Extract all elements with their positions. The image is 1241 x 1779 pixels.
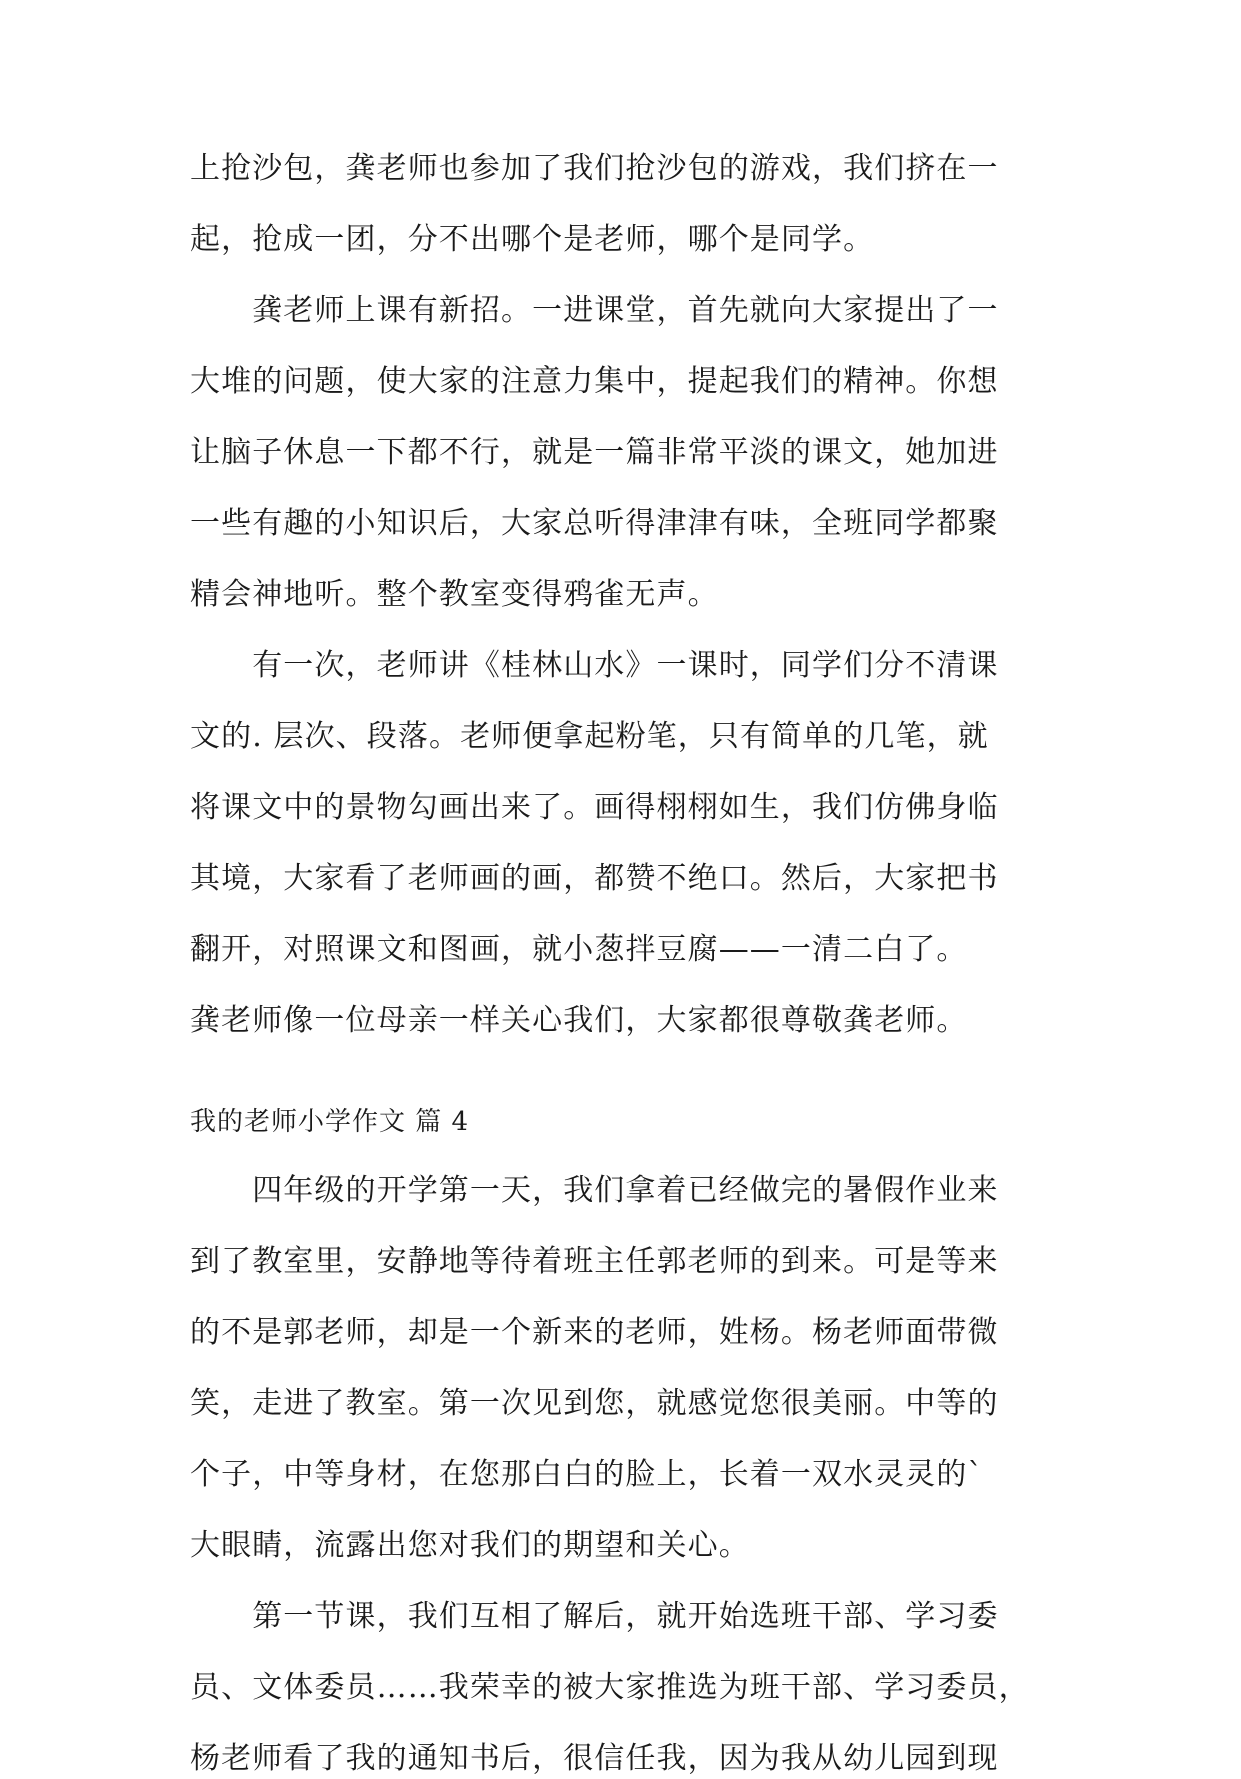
paragraph-line: 翻开，对照课文和图画，就小葱拌豆腐——一清二白了。 [190, 932, 968, 967]
paragraph-line: 龚老师上课有新招。一进课堂，首先就向大家提出了一 [190, 293, 999, 328]
paragraph-line: 一些有趣的小知识后，大家总听得津津有味，全班同学都聚 [190, 506, 999, 541]
paragraph-line: 大堆的问题，使大家的注意力集中，提起我们的精神。你想 [190, 364, 999, 399]
paragraph-line: 文的. 层次、段落。老师便拿起粉笔，只有简单的几笔，就 [190, 719, 989, 754]
paragraph-line: 到了教室里，安静地等待着班主任郭老师的到来。可是等来 [190, 1244, 999, 1279]
paragraph-line: 其境，大家看了老师画的画，都赞不绝口。然后，大家把书 [190, 861, 999, 896]
paragraph-line: 四年级的开学第一天，我们拿着已经做完的暑假作业来 [190, 1173, 999, 1208]
paragraph-line: 将课文中的景物勾画出来了。画得栩栩如生，我们仿佛身临 [190, 790, 999, 825]
paragraph-line: 起，抢成一团，分不出哪个是老师，哪个是同学。 [190, 222, 875, 257]
paragraph-line: 员、文体委员……我荣幸的被大家推选为班干部、学习委员， [190, 1670, 1030, 1705]
paragraph-line: 个子，中等身材，在您那白白的脸上，长着一双水灵灵的` [190, 1457, 984, 1492]
paragraph-line: 上抢沙包，龚老师也参加了我们抢沙包的游戏，我们挤在一 [190, 151, 999, 186]
paragraph-line: 让脑子休息一下都不行，就是一篇非常平淡的课文，她加进 [190, 435, 999, 470]
paragraph-line: 笑，走进了教室。第一次见到您，就感觉您很美丽。中等的 [190, 1386, 999, 1421]
paragraph-line: 的不是郭老师，却是一个新来的老师，姓杨。杨老师面带微 [190, 1315, 999, 1350]
section-heading: 我的老师小学作文 篇 4 [190, 1107, 470, 1137]
paragraph-line: 龚老师像一位母亲一样关心我们，大家都很尊敬龚老师。 [190, 1003, 968, 1038]
paragraph-line: 大眼睛，流露出您对我们的期望和关心。 [190, 1528, 750, 1563]
paragraph-line: 第一节课，我们互相了解后，就开始选班干部、学习委 [190, 1599, 999, 1634]
paragraph-line: 精会神地听。整个教室变得鸦雀无声。 [190, 577, 719, 612]
paragraph-line: 杨老师看了我的通知书后，很信任我，因为我从幼儿园到现 [190, 1741, 999, 1776]
paragraph-line: 有一次，老师讲《桂林山水》一课时，同学们分不清课 [190, 648, 999, 683]
